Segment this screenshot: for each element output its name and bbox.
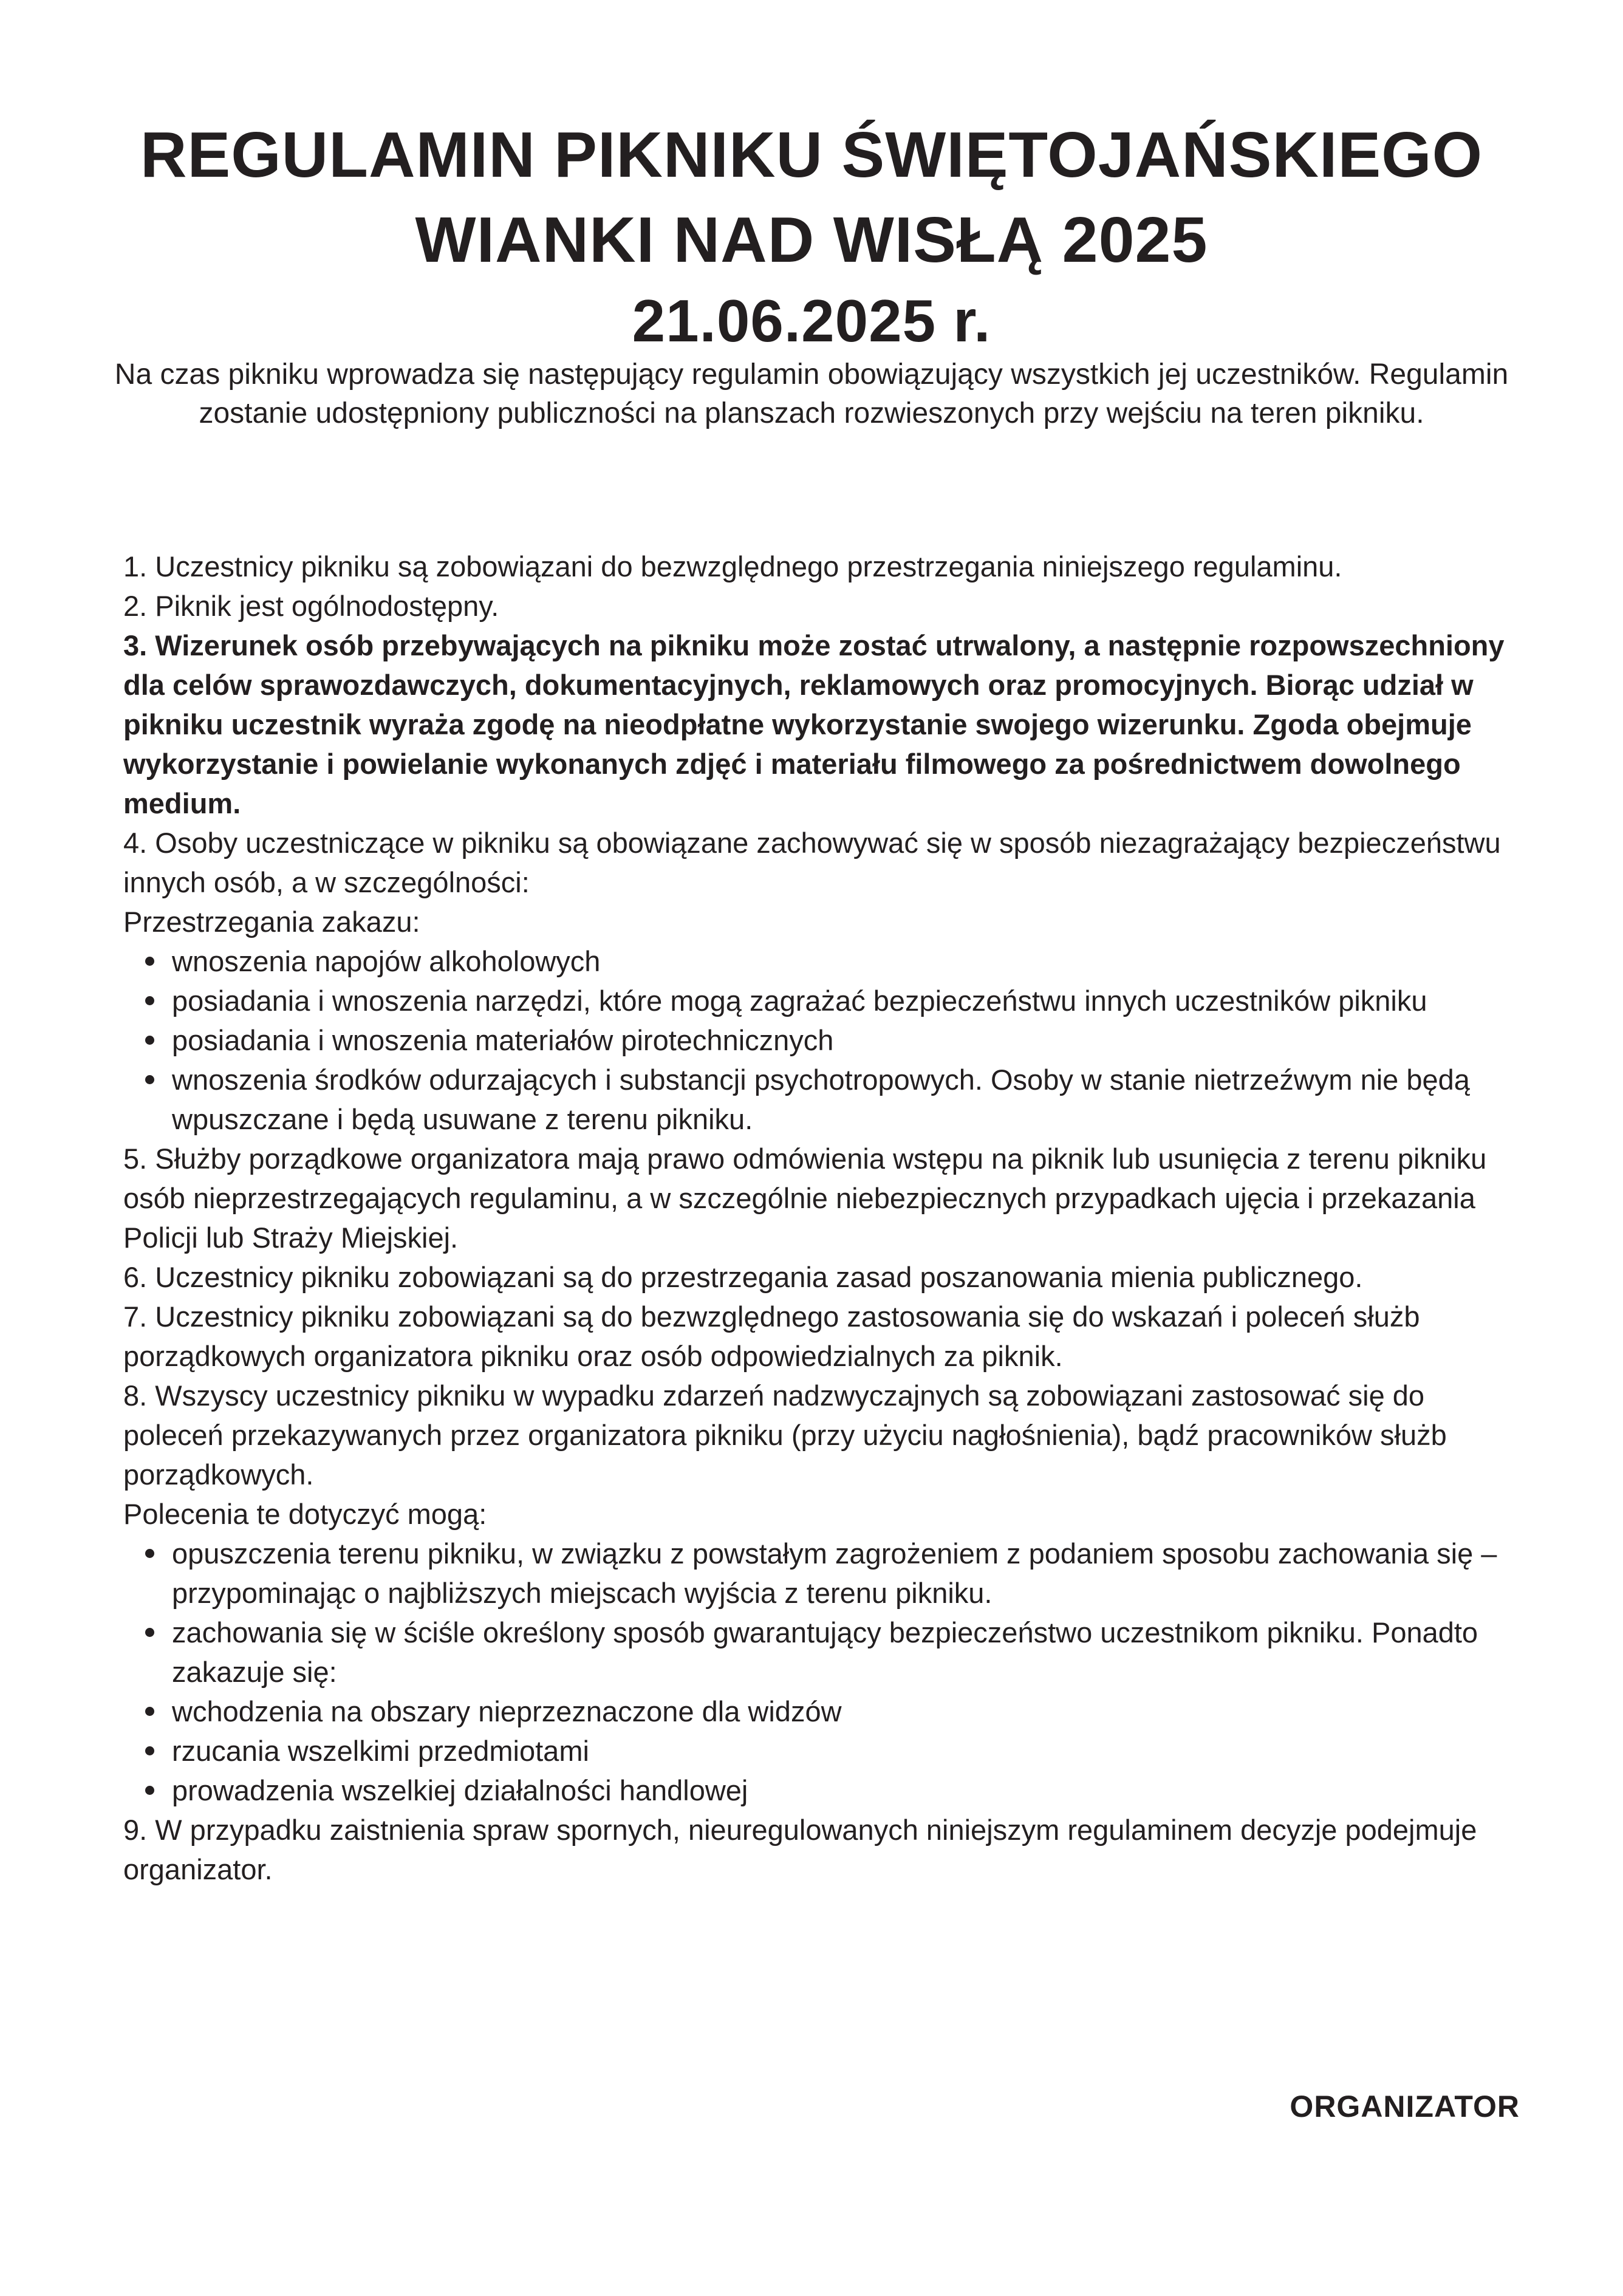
- bullet-item: rzucania wszelkimi przedmiotami: [172, 1731, 1520, 1771]
- bullet-item: wchodzenia na obszary nieprzeznaczone dla widzów: [172, 1692, 1520, 1731]
- document-title-line-2: WIANKI NAD WISŁĄ 2025: [415, 204, 1208, 276]
- rule-4: 4. Osoby uczestniczące w pikniku są obowiązane zachowywać się w sposób niezagrażający bezpieczeństwu innych osób, a w szczególności:: [123, 827, 1501, 898]
- rule-7: 7. Uczestnicy pikniku zobowiązani są do bezwzględnego zastosowania się do wskazań i poleceń służb porządkowych organizatora pikniku oraz osób odpowiedzialnych za piknik.: [123, 1300, 1420, 1372]
- intro-paragraph: Na czas pikniku wprowadza się następujący regulamin obowiązujący wszystkich jej uczestników. Regulamin zostanie udostępniony publiczności na planszach rozwieszonych przy wejściu na teren pikniku.: [114, 358, 1509, 429]
- bullet-item: posiadania i wnoszenia narzędzi, które mogą zagrażać bezpieczeństwu innych uczestników pikniku: [172, 981, 1520, 1020]
- bullet-item: opuszczenia terenu pikniku, w związku z powstałym zagrożeniem z podaniem sposobu zachowania się – przypominając o najbliższych miejscach wyjścia z terenu pikniku.: [172, 1534, 1520, 1613]
- bullet-item: wnoszenia napojów alkoholowych: [172, 941, 1520, 981]
- rule-5: 5. Służby porządkowe organizatora mają prawo odmówienia wstępu na piknik lub usunięcia z terenu pikniku osób nieprzestrzegających regulaminu, a w szczególnie niebezpiecznych przypadkach ujęcia i przekazania Policji lub Straży Miejskiej.: [123, 1143, 1487, 1254]
- bullet-item: zachowania się w ściśle określony sposób gwarantujący bezpieczeństwo uczestnikom pikniku. Ponadto zakazuje się:: [172, 1613, 1520, 1692]
- rule-4-bullet-list: [123, 941, 1520, 1139]
- rule-8: 8. Wszyscy uczestnicy pikniku w wypadku zdarzeń nadzwyczajnych są zobowiązani zastosować się do poleceń przekazywanych przez organizatora pikniku (przy użyciu nagłośnienia), bądź pracowników służb porządkowych.: [123, 1379, 1447, 1491]
- organizer-signature: ORGANIZATOR: [1290, 2089, 1520, 2123]
- bullet-item: wnoszenia środków odurzających i substancji psychotropowych. Osoby w stanie nietrzeźwym nie będą wpuszczane i będą usuwane z terenu pikniku.: [172, 1060, 1520, 1139]
- document-title-line-1: REGULAMIN PIKNIKU ŚWIĘTOJAŃSKIEGO: [140, 119, 1483, 191]
- rule-2: 2. Piknik jest ogólnodostępny.: [123, 590, 499, 622]
- bullet-item: posiadania i wnoszenia materiałów pirotechnicznych: [172, 1020, 1520, 1060]
- rule-6: 6. Uczestnicy pikniku zobowiązani są do przestrzegania zasad poszanowania mienia publicznego.: [123, 1261, 1363, 1293]
- rule-4-intro: Przestrzegania zakazu:: [123, 906, 420, 938]
- rule-8-bullet-list: [123, 1534, 1520, 1810]
- rule-1: 1. Uczestnicy pikniku są zobowiązani do bezwzględnego przestrzegania niniejszego regulaminu.: [123, 550, 1342, 583]
- event-date: 21.06.2025 r.: [632, 287, 991, 354]
- rule-9: 9. W przypadku zaistnienia spraw spornych, nieuregulowanych niniejszym regulaminem decyzje podejmuje organizator.: [123, 1814, 1477, 1885]
- rule-8-intro: Polecenia te dotyczyć mogą:: [123, 1498, 487, 1530]
- rules-list: [123, 547, 1520, 1889]
- bullet-item: prowadzenia wszelkiej działalności handlowej: [172, 1771, 1520, 1810]
- rule-3: 3. Wizerunek osób przebywających na pikniku może zostać utrwalony, a następnie rozpowszechniony dla celów sprawozdawczych, dokumentacyjnych, reklamowych oraz promocyjnych. Biorąc udział w pikniku uczestnik wyraża zgodę na nieodpłatne wykorzystanie swojego wizerunku. Zgoda obejmuje wykorzystanie i powielanie wykonanych zdjęć i materiału filmowego za pośrednictwem dowolnego medium.: [123, 629, 1505, 819]
